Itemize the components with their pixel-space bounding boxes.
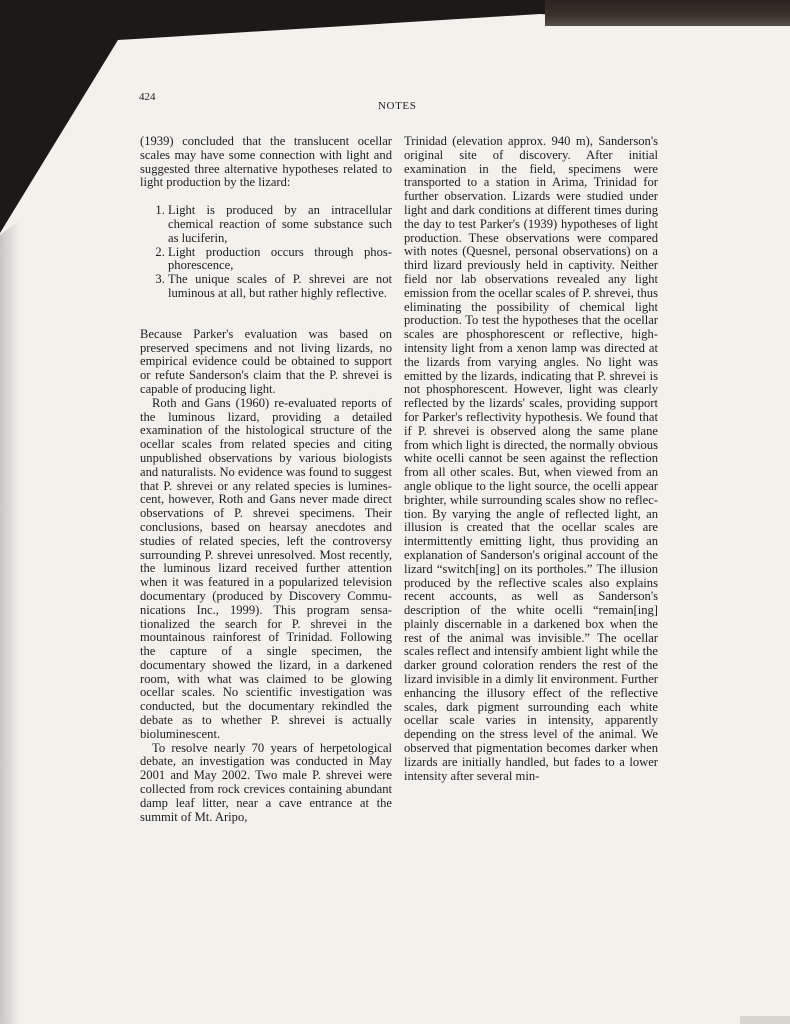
body-paragraph: To resolve nearly 70 years of herpetological debate, an investigation was conducted in May 2001 and May 2002. Two male P. shrevei were collected from rock crevices containing abundant damp leaf litter, near a cave entrance at the summit of Mt. Aripo, — [140, 740, 392, 824]
running-head: NOTES — [378, 100, 417, 112]
hypotheses-list — [140, 204, 392, 301]
left-column — [140, 135, 392, 824]
background-corner — [545, 0, 790, 26]
body-paragraph: Roth and Gans (1960) re-evaluated reports of the luminous lizard, providing a detailed examination of the histological structure of the ocellar scales from related species and citing unpublished observations by various biologists and naturalists. No evidence was found to suggest that P. shrevei or any related species is luminescent, however, Roth and Gans never made direct observations of P. shrevei specimens. Their conclusions, based on hearsay anecdotes and studies of related species, left the controversy surrounding P. shrevei unresolved. Most recently, the luminous lizard received further attention when it was featured in a popularized television documentary (produced by Discovery Communications Inc., 1999). This program sensationalized the search for P. shrevei in the mountainous rainforest of Trinidad. Following the capture of a single specimen, the documentary showed the lizard, in a darkened room, with what was claimed to be glowing ocellar scales. No scientific investigation was conducted, but the documentary rekindled the debate as to whether P. shrevei is actually bioluminescent. — [140, 395, 392, 741]
page-number: 424 — [139, 91, 156, 103]
hypothesis-item: 2. Light production occurs through phosphorescence, — [168, 246, 392, 274]
page-edge-shadow — [0, 60, 20, 1024]
intro-paragraph: (1939) concluded that the translucent ocellar scales may have some connection with light and suggested three alternative hypotheses related to light production by the lizard: — [140, 134, 392, 190]
body-paragraph: Because Parker's evaluation was based on preserved specimens and not living lizards, no empirical evidence could be obtained to support or refute Sanderson's claim that the P. shrevei is capable of producing light. — [140, 326, 392, 396]
page-edge-mark — [740, 1016, 790, 1024]
body-paragraph: Trinidad (elevation approx. 940 m), Sanderson's original site of discovery. After initial examination in the field, specimens were transported to a station in Arima, Trinidad for further observation. Lizards were studied under light and dark conditions at different times during the day to test Parker's (1939) hypotheses of light production. These observations were compared with notes (Quesnel, personal observations) on a third lizard previously held in captivity. Neither field nor lab observations revealed any light emission from the ocellar scales of P. shrevei, thus eliminating the possibility of chemical light production. To test the hypotheses that the ocellar scales are phosphorescent or reflective, high-intensity light from a xenon lamp was directed at the lizards from varying angles. No light was emitted by the lizards, indicating that P. shrevei is not phosphorescent. However, light was clearly reflected by the lizards' scales, providing support for Parker's reflectivity hypothesis. We found that if P. shrevei is observed along the same plane from which light is directed, the normally obvious white ocelli cannot be seen against the reflection from all other scales. But, when viewed from an angle oblique to the light source, the ocelli appear brighter, while surrounding scales show no reflection. By varying the angle of reflected light, an illusion is created that the ocellar scales are intermittently emitting light, thus providing an explanation of Sanderson's original account of the lizard “switch[ing] on its portholes.” The illusion produced by the reflective scales also explains recent accounts, as well as Sanderson's description of the white ocelli “remain[ing] plainly discernable in a darkened box when the rest of the animal was invisible.” The ocellar scales reflect and intensify ambient light while the darker ground coloration renders the rest of the lizard invisible in a dimly lit environment. Further enhancing the illusory effect of the reflective scales, dark pigment surrounding each white ocellar scale varies in intensity, apparently depending on the stress level of the animal. We observed that pigmentation becomes darker when lizards are initially handled, but fades to a lower intensity after several min- — [404, 134, 658, 783]
hypothesis-item: 1. Light is produced by an intracellular chemical reaction of some substance such as luciferin, — [168, 204, 392, 245]
right-column — [404, 135, 658, 783]
hypothesis-item: 3. The unique scales of P. shrevei are not luminous at all, but rather highly reflective. — [168, 273, 392, 301]
